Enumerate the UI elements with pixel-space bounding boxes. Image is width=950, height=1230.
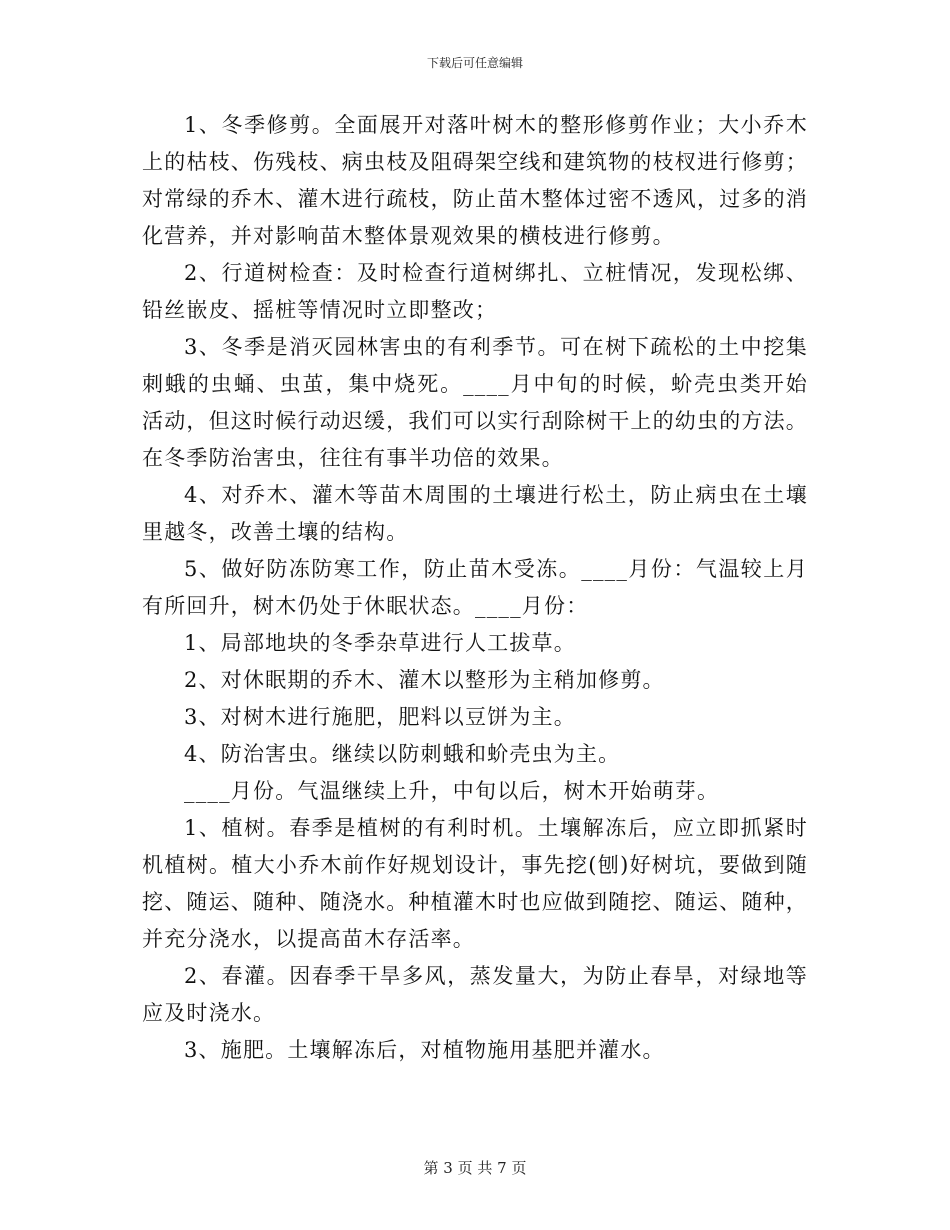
paragraph-pest-control-winter: 3、冬季是消灭园林害虫的有利季节。可在树下疏松的土中挖集刺蛾的虫蛹、虫茧，集中烧死。____月中旬的时候，蚧壳虫类开始活动，但这时候行动迟缓，我们可以实行刮除树干上的幼虫的方法。在冬季防治害虫，往往有事半功倍的效果。 (142, 335, 808, 470)
paragraph-spring-irrigation: 2、春灌。因春季干旱多风，蒸发量大，为防止春旱，对绿地等应及时浇水。 (142, 964, 808, 1025)
page-footer: 第 3 页 共 7 页 (423, 1159, 527, 1177)
paragraph-base-fertilizer: 3、施肥。土壤解冻后，对植物施用基肥并灌水。 (184, 1038, 665, 1062)
paragraph-fertilizing: 3、对树木进行施肥，肥料以豆饼为主。 (184, 705, 576, 729)
document-body (142, 107, 808, 1069)
paragraph-soil-loosening: 4、对乔木、灌木等苗木周围的土壤进行松土，防止病虫在土壤里越冬，改善土壤的结构。 (142, 483, 808, 544)
paragraph-pest-control: 4、防治害虫。继续以防刺蛾和蚧壳虫为主。 (184, 742, 621, 766)
paragraph-dormant-pruning: 2、对休眠期的乔木、灌木以整形为主稍加修剪。 (184, 668, 665, 692)
page-header: 下载后可任意编辑 (426, 56, 523, 70)
paragraph-winter-pruning: 1、冬季修剪。全面展开对落叶树木的整形修剪作业；大小乔木上的枯枝、伤残枝、病虫枝及阻碍架空线和建筑物的枝杈进行修剪；对常绿的乔木、灌木进行疏枝，防止苗木整体过密不透风，过多的消化营养，并对影响苗木整体景观效果的横枝进行修剪。 (142, 113, 808, 248)
paragraph-street-tree-check: 2、行道树检查：及时检查行道树绑扎、立桩情况，发现松绑、铅丝嵌皮、摇桩等情况时立即整改； (142, 261, 808, 322)
paragraph-weeding: 1、局部地块的冬季杂草进行人工拔草。 (184, 631, 576, 655)
paragraph-frost-protection: 5、做好防冻防寒工作，防止苗木受冻。____月份：气温较上月有所回升，树木仍处于休眠状态。____月份： (142, 557, 808, 618)
paragraph-tree-planting: 1、植树。春季是植树的有利时机。土壤解冻后，应立即抓紧时机植树。植大小乔木前作好规划设计，事先挖(刨)好树坑，要做到随挖、随运、随种、随浇水。种植灌木时也应做到随挖、随运、随种，并充分浇水，以提高苗木存活率。 (142, 816, 808, 951)
paragraph-month-intro: ____月份。气温继续上升，中旬以后，树木开始萌芽。 (184, 779, 720, 803)
